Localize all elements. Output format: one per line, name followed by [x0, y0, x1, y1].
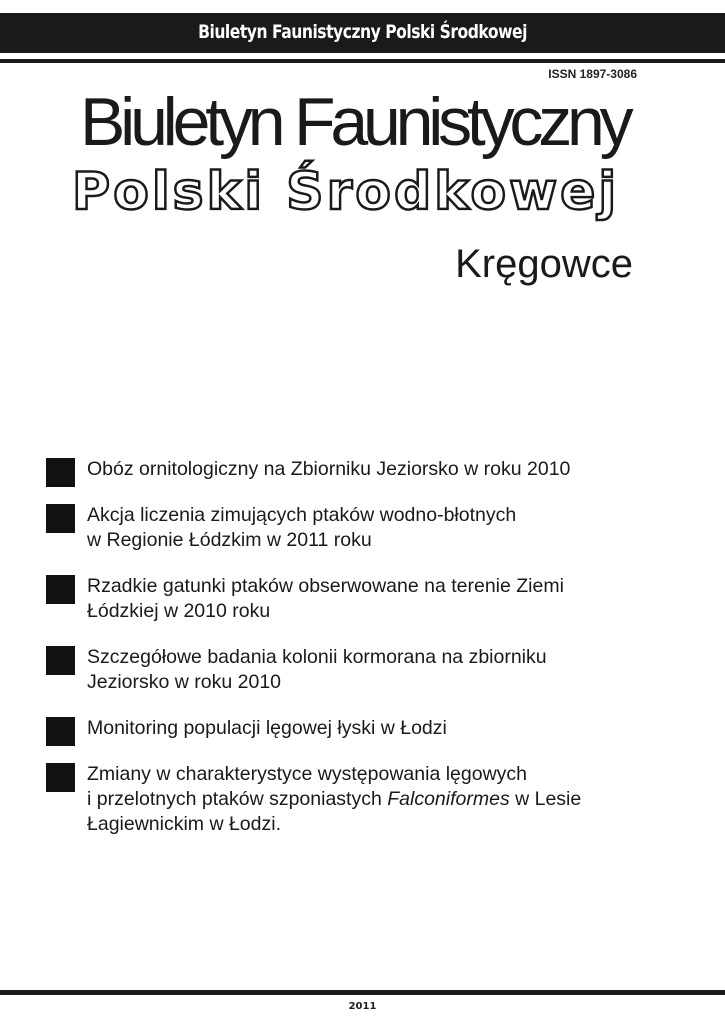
section-title: Kręgowce [455, 242, 633, 286]
toc-item-text: Monitoring populacji lęgowej łyski w Łodzi [87, 717, 447, 739]
toc-item-text: Rzadkie gatunki ptaków obserwowane na terenie Ziemi [87, 575, 564, 597]
toc-item [46, 574, 686, 624]
square-bullet-icon [46, 646, 75, 675]
toc-item-text: Łagiewnickim w Łodzi. [87, 813, 282, 835]
taxon-name: Falconiformes [387, 788, 510, 810]
table-of-contents [46, 457, 686, 858]
issn-label: ISSN 1897-3086 [548, 67, 637, 81]
toc-item-text: Obóz ornitologiczny na Zbiorniku Jeziorsko w roku 2010 [87, 458, 571, 480]
toc-item [46, 645, 686, 695]
square-bullet-icon [46, 717, 75, 746]
toc-item-text: w Regionie Łódzkim w 2011 roku [87, 529, 372, 551]
toc-item-text: Akcja liczenia zimujących ptaków wodno-błotnych [87, 504, 517, 526]
square-bullet-icon [46, 763, 75, 792]
journal-title-main: Biuletyn Faunistyczny [80, 84, 629, 160]
toc-text-segment: w Lesie [509, 788, 582, 810]
toc-item-text: Łódzkiej w 2010 roku [87, 600, 271, 622]
toc-item-text: Jeziorsko w roku 2010 [87, 671, 282, 693]
publication-year: 2011 [348, 1001, 377, 1012]
toc-item-text [87, 787, 686, 812]
square-bullet-icon [46, 575, 75, 604]
header-band [0, 13, 725, 53]
toc-item [46, 457, 686, 482]
square-bullet-icon [46, 504, 75, 533]
toc-text-segment: i przelotnych ptaków szponiastych [87, 788, 388, 810]
header-rule [0, 59, 725, 63]
toc-item [46, 716, 686, 741]
toc-item-text: Szczegółowe badania kolonii kormorana na zbiorniku [87, 646, 547, 668]
journal-title-sub: Polski Środkowej [72, 162, 620, 222]
toc-item [46, 503, 686, 553]
square-bullet-icon [46, 458, 75, 487]
footer-rule [0, 990, 725, 995]
header-band-title: Biuletyn Faunistyczny Polski Środkowej [198, 21, 527, 43]
toc-item [46, 762, 686, 837]
toc-item-text: Zmiany w charakterystyce występowania lęgowych [87, 763, 528, 785]
